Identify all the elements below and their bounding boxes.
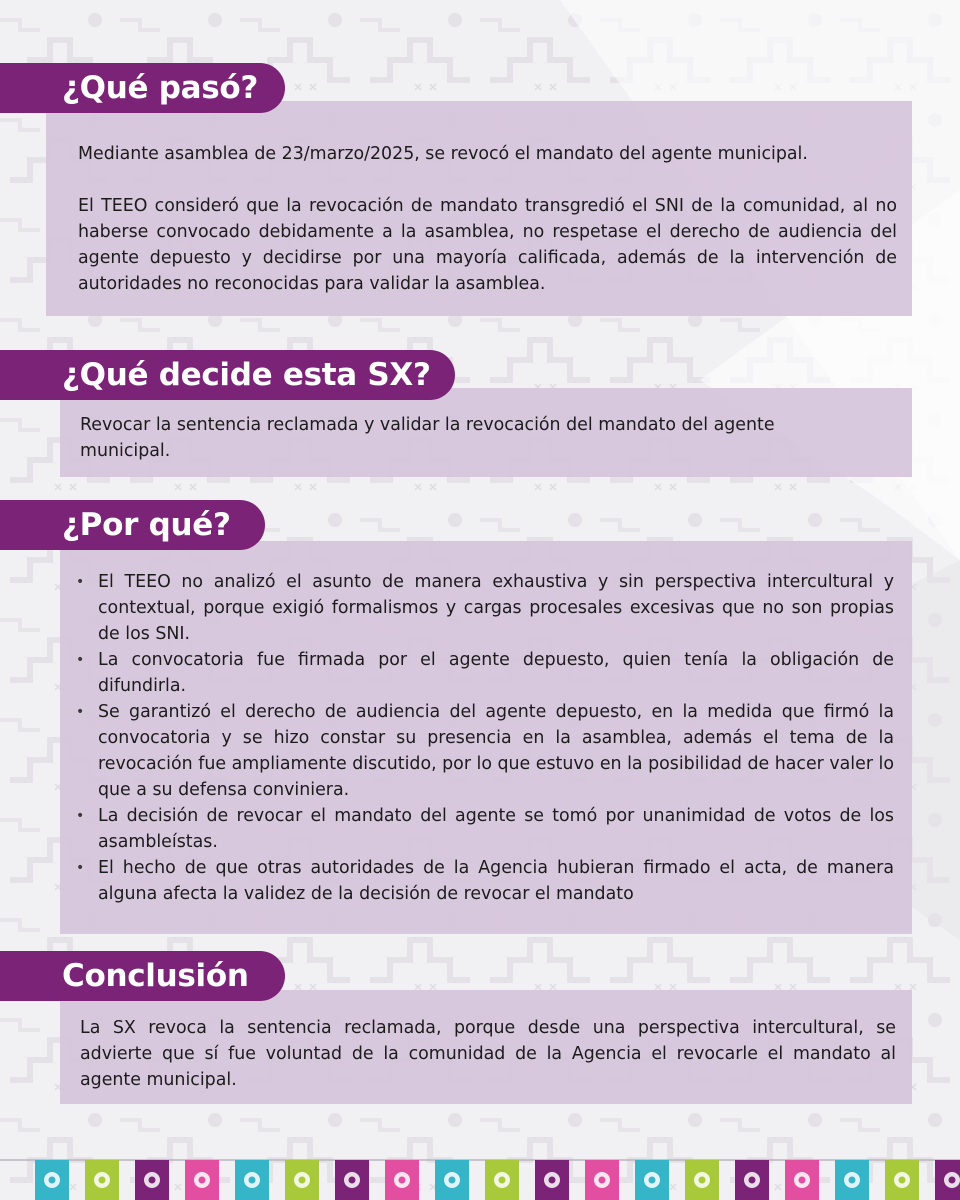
section-panel-que-paso <box>46 101 912 316</box>
bullet-dot-icon: • <box>76 574 85 590</box>
papel-flag <box>585 1160 619 1200</box>
list-item <box>76 855 894 907</box>
section-panel-conclusion <box>60 990 912 1104</box>
papel-flag <box>235 1160 269 1200</box>
papel-flag <box>85 1160 119 1200</box>
papel-flag <box>485 1160 519 1200</box>
list-item <box>76 569 894 647</box>
bullet-dot-icon: • <box>76 860 85 876</box>
list-item-text: Se garantizó el derecho de audiencia del agente depuesto, en la medida que firmó la convocatoria y se hizo constar su presencia en la asamblea, además el tema de la revocación fue ampliamente discutido, por lo que estuvo en la posibilidad de hacer valer lo que a su defensa conviniera. <box>98 702 894 800</box>
paragraph: Revocar la sentencia reclamada y validar la revocación del mandato del agente municipal. <box>80 415 775 461</box>
papel-flag <box>835 1160 869 1200</box>
list-item-text: La convocatoria fue firmada por el agente depuesto, quien tenía la obligación de difundirla. <box>98 650 894 696</box>
papel-flag <box>935 1160 960 1200</box>
section-title: ¿Qué decide esta SX? <box>62 357 431 393</box>
papel-flag <box>685 1160 719 1200</box>
list-item-text: El TEEO no analizó el asunto de manera exhaustiva y sin perspectiva intercultural y contextual, porque exigió formalismos y cargas procesales excesivas que no son propias de los SNI. <box>98 572 894 644</box>
list-item <box>76 803 894 855</box>
section-header-por-que <box>0 500 265 550</box>
papel-flag <box>885 1160 919 1200</box>
paragraph: La SX revoca la sentencia reclamada, porque desde una perspectiva intercultural, se advierte que sí fue voluntad de la comunidad de la Agencia el revocarle el mandato al agente municipal. <box>80 1018 896 1090</box>
papel-flag <box>135 1160 169 1200</box>
reasons-list <box>76 569 894 907</box>
list-item <box>76 699 894 803</box>
papel-flag <box>735 1160 769 1200</box>
papel-flag <box>635 1160 669 1200</box>
bullet-dot-icon: • <box>76 808 85 824</box>
papel-flag <box>185 1160 219 1200</box>
bullet-dot-icon: • <box>76 652 85 668</box>
papel-flag <box>35 1160 69 1200</box>
papel-flag <box>535 1160 569 1200</box>
paragraph: El TEEO consideró que la revocación de mandato transgredió el SNI de la comunidad, al no haberse convocado debidamente a la asamblea, no respetase el derecho de audiencia del agente depuesto y decidirse por una mayoría calificada, además de la intervención de autoridades no reconocidas para validar la asamblea. <box>78 196 897 294</box>
section-header-que-paso <box>0 63 285 113</box>
papel-flag <box>785 1160 819 1200</box>
section-panel-por-que <box>60 541 912 934</box>
papel-flag <box>385 1160 419 1200</box>
papel-picado-banner-icon <box>0 1158 960 1200</box>
section-panel-que-decide <box>60 388 912 477</box>
section-header-que-decide <box>0 350 455 400</box>
papel-flag <box>335 1160 369 1200</box>
list-item-text: La decisión de revocar el mandato del agente se tomó por unanimidad de votos de los asambleístas. <box>98 806 894 852</box>
papel-flag <box>285 1160 319 1200</box>
section-title: ¿Qué pasó? <box>62 70 259 106</box>
section-title: ¿Por qué? <box>62 507 231 543</box>
bullet-dot-icon: • <box>76 704 85 720</box>
section-header-conclusion <box>0 951 285 1001</box>
list-item <box>76 647 894 699</box>
section-title: Conclusión <box>62 958 249 994</box>
papel-flag <box>435 1160 469 1200</box>
paragraph: Mediante asamblea de 23/marzo/2025, se revocó el mandato del agente municipal. <box>78 144 808 164</box>
list-item-text: El hecho de que otras autoridades de la Agencia hubieran firmado el acta, de manera alguna afecta la validez de la decisión de revocar el mandato <box>98 858 894 904</box>
